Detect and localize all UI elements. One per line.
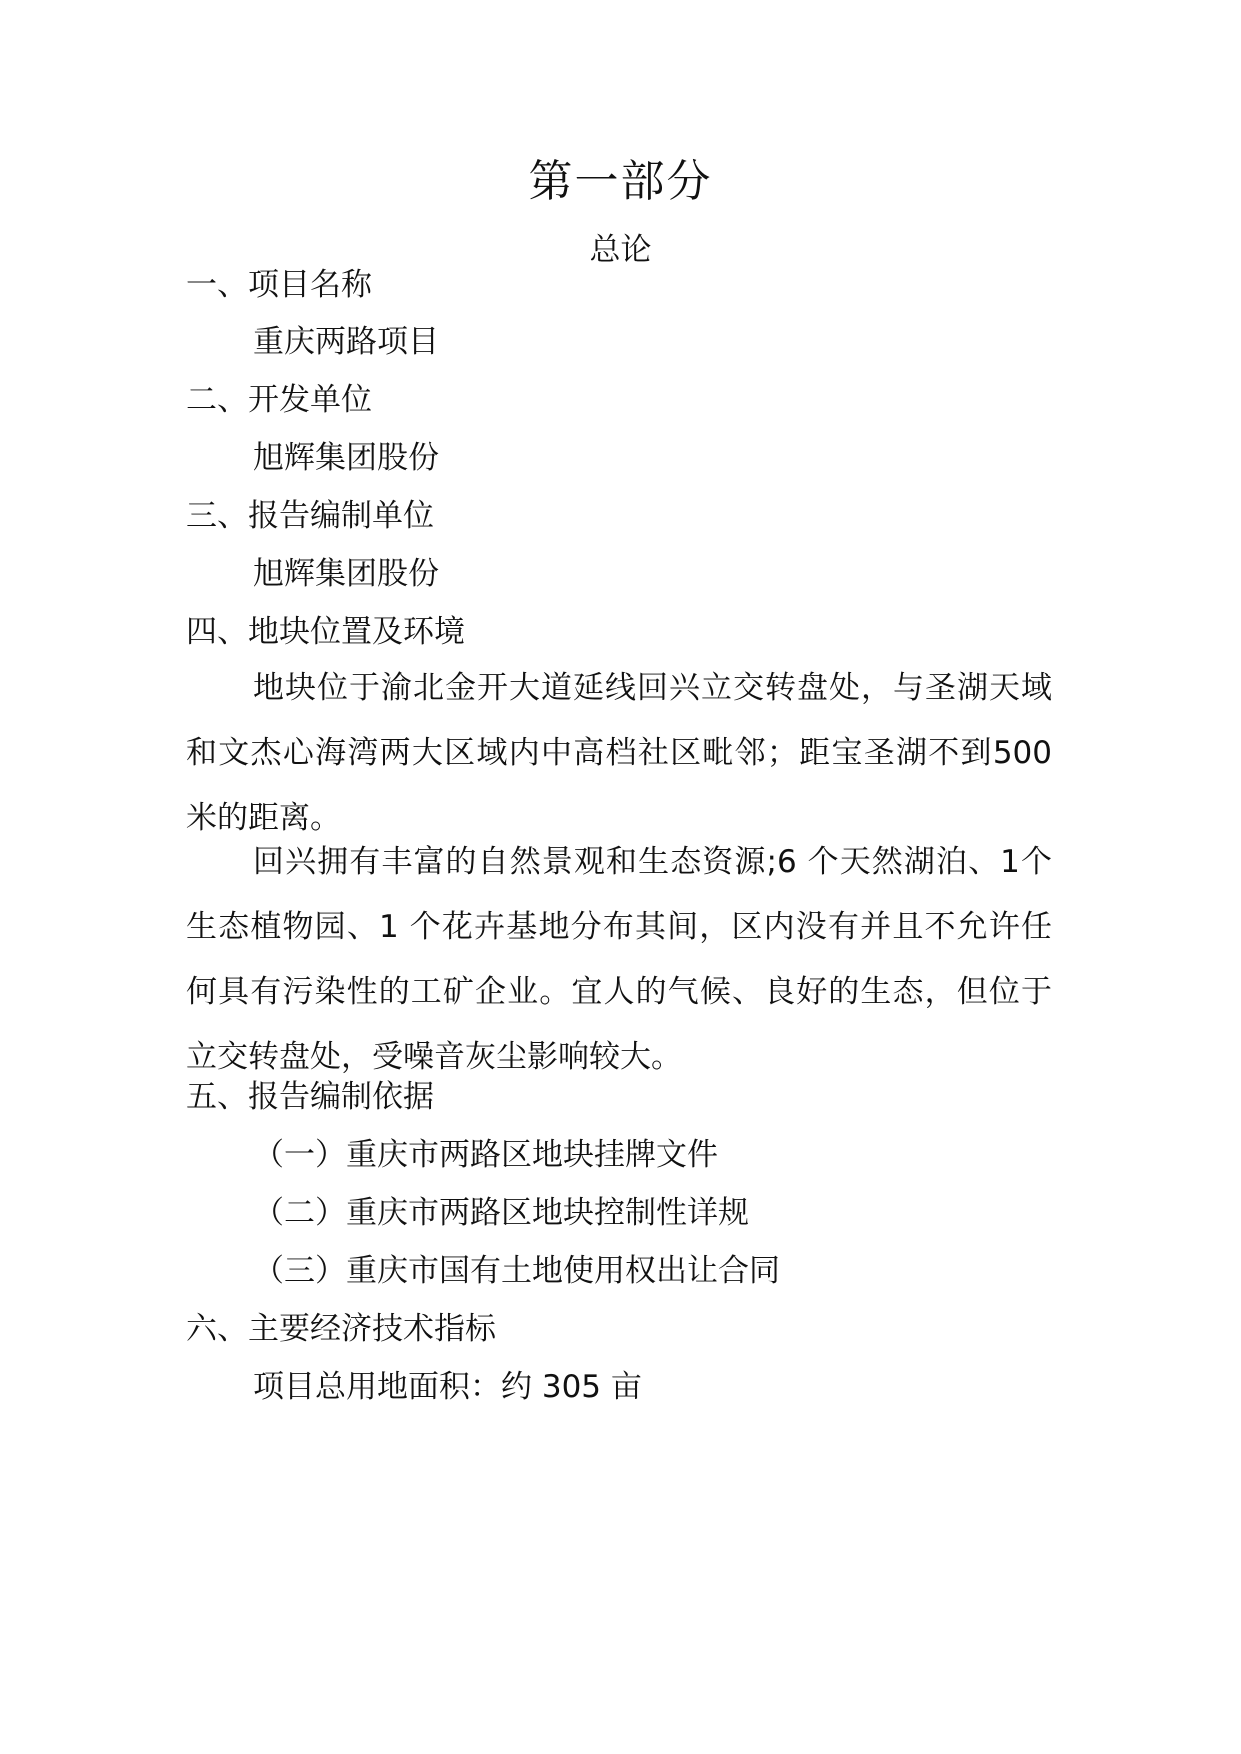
basis-item-2: （二）重庆市两路区地块控制性详规 xyxy=(253,1195,749,1231)
location-paragraph-2 xyxy=(186,830,1052,1090)
indicator-land-area: 项目总用地面积：约 305 亩 xyxy=(253,1369,642,1405)
section-heading-indicators: 六、主要经济技术指标 xyxy=(186,1311,496,1347)
section-heading-report-author: 三、报告编制单位 xyxy=(186,498,434,534)
location-paragraph-1-text: 地块位于渝北金开大道延线回兴立交转盘处，与圣湖天域和文杰心海湾两大区域内中高档社区毗邻；距宝圣湖不到500 米的距离。 xyxy=(186,670,1052,836)
section-content-report-author: 旭辉集团股份 xyxy=(253,556,439,592)
basis-item-3: （三）重庆市国有土地使用权出让合同 xyxy=(253,1253,780,1289)
basis-item-1: （一）重庆市两路区地块挂牌文件 xyxy=(253,1137,718,1173)
page-subtitle: 总论 xyxy=(589,232,652,268)
location-paragraph-2-text: 回兴拥有丰富的自然景观和生态资源;6 个天然湖泊、1个生态植物园、1 个花卉基地分布其间，区内没有并且不允许任何具有污染性的工矿企业。宜人的气候、良好的生态，但位于立交转盘处，受噪音灰尘影响较大。 xyxy=(186,844,1052,1075)
section-content-project-name: 重庆两路项目 xyxy=(253,324,439,360)
location-paragraph-1 xyxy=(186,656,1052,851)
section-heading-developer: 二、开发单位 xyxy=(186,382,372,418)
section-heading-basis: 五、报告编制依据 xyxy=(186,1079,434,1115)
page-title: 第一部分 xyxy=(528,156,713,207)
section-heading-location: 四、地块位置及环境 xyxy=(186,614,465,650)
section-heading-project-name: 一、项目名称 xyxy=(186,267,372,303)
section-content-developer: 旭辉集团股份 xyxy=(253,440,439,476)
